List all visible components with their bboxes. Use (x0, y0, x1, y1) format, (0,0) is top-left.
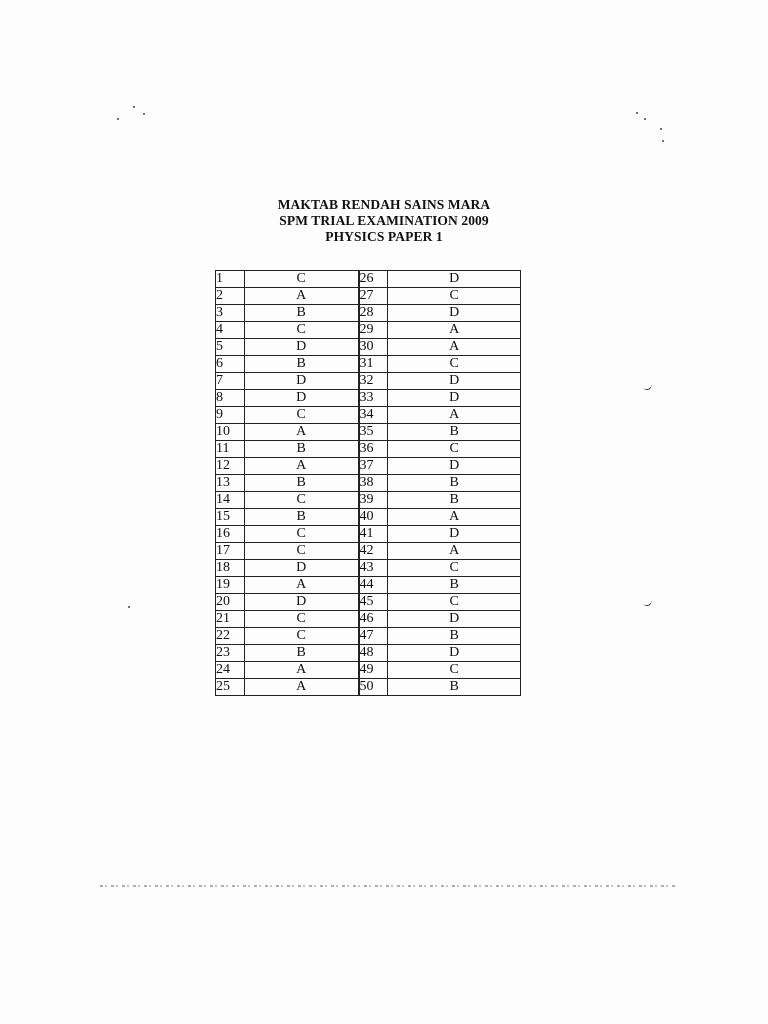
answer-row (216, 305, 521, 322)
scan-speck (660, 128, 662, 130)
answer-row (216, 475, 521, 492)
question-number: 29 (359, 322, 388, 339)
answer-letter: C (244, 526, 358, 543)
question-number: 23 (216, 645, 245, 662)
question-number: 16 (216, 526, 245, 543)
answer-letter: B (244, 441, 358, 458)
question-number: 4 (216, 322, 245, 339)
scan-speck (117, 118, 119, 120)
question-number: 26 (359, 271, 388, 288)
answer-letter: A (388, 509, 521, 526)
answer-letter: D (244, 560, 358, 577)
answer-row (216, 424, 521, 441)
answer-letter: C (244, 407, 358, 424)
answer-letter: C (388, 441, 521, 458)
answer-letter: A (388, 407, 521, 424)
answer-row (216, 407, 521, 424)
scan-speck (128, 606, 130, 608)
document-heading (0, 197, 768, 245)
question-number: 33 (359, 390, 388, 407)
question-number: 11 (216, 441, 245, 458)
answer-row (216, 390, 521, 407)
answer-letter: B (388, 492, 521, 509)
question-number: 17 (216, 543, 245, 560)
answer-letter: A (244, 662, 358, 679)
question-number: 42 (359, 543, 388, 560)
scan-speck (133, 106, 135, 108)
answer-row (216, 458, 521, 475)
answer-letter: D (388, 458, 521, 475)
question-number: 21 (216, 611, 245, 628)
answer-letter: C (244, 271, 358, 288)
question-number: 48 (359, 645, 388, 662)
answer-letter: B (388, 475, 521, 492)
question-number: 18 (216, 560, 245, 577)
answer-row (216, 373, 521, 390)
answer-row (216, 339, 521, 356)
question-number: 1 (216, 271, 245, 288)
answer-letter: D (388, 390, 521, 407)
answer-letter: C (244, 543, 358, 560)
question-number: 35 (359, 424, 388, 441)
question-number: 37 (359, 458, 388, 475)
question-number: 3 (216, 305, 245, 322)
question-number: 32 (359, 373, 388, 390)
question-number: 44 (359, 577, 388, 594)
answer-letter: C (244, 611, 358, 628)
answer-letter: B (244, 356, 358, 373)
question-number: 38 (359, 475, 388, 492)
answer-letter: C (244, 322, 358, 339)
answer-letter: A (388, 543, 521, 560)
scan-speck (644, 118, 646, 120)
question-number: 10 (216, 424, 245, 441)
question-number: 2 (216, 288, 245, 305)
paper-title: PHYSICS PAPER 1 (325, 229, 443, 244)
answer-letter: A (244, 424, 358, 441)
answer-letter: B (244, 509, 358, 526)
question-number: 20 (216, 594, 245, 611)
answer-letter: C (244, 628, 358, 645)
answer-letter: C (388, 560, 521, 577)
question-number: 6 (216, 356, 245, 373)
answer-letter: D (388, 645, 521, 662)
question-number: 30 (359, 339, 388, 356)
question-number: 28 (359, 305, 388, 322)
answer-row (216, 662, 521, 679)
answer-letter: C (388, 356, 521, 373)
answer-letter: A (244, 577, 358, 594)
answer-letter: B (388, 577, 521, 594)
answer-letter: A (244, 458, 358, 475)
answer-letter: C (388, 662, 521, 679)
exam-title: SPM TRIAL EXAMINATION 2009 (279, 213, 489, 228)
question-number: 15 (216, 509, 245, 526)
question-number: 41 (359, 526, 388, 543)
answer-row (216, 509, 521, 526)
question-number: 45 (359, 594, 388, 611)
answer-row (216, 628, 521, 645)
scan-mark (642, 599, 653, 608)
answer-row (216, 594, 521, 611)
answer-row (216, 611, 521, 628)
question-number: 5 (216, 339, 245, 356)
question-number: 36 (359, 441, 388, 458)
question-number: 14 (216, 492, 245, 509)
answer-key-body (216, 271, 521, 696)
answer-key-table (215, 270, 521, 696)
scan-edge-line (100, 885, 675, 887)
question-number: 31 (359, 356, 388, 373)
answer-letter: B (388, 679, 521, 696)
question-number: 24 (216, 662, 245, 679)
question-number: 13 (216, 475, 245, 492)
question-number: 40 (359, 509, 388, 526)
answer-letter: C (388, 288, 521, 305)
answer-letter: A (388, 322, 521, 339)
question-number: 43 (359, 560, 388, 577)
question-number: 39 (359, 492, 388, 509)
question-number: 27 (359, 288, 388, 305)
scan-speck (636, 112, 638, 114)
school-name: MAKTAB RENDAH SAINS MARA (277, 197, 491, 212)
scan-speck (143, 113, 145, 115)
answer-row (216, 679, 521, 696)
answer-letter: B (388, 628, 521, 645)
question-number: 47 (359, 628, 388, 645)
answer-letter: B (244, 305, 358, 322)
answer-letter: C (244, 492, 358, 509)
question-number: 9 (216, 407, 245, 424)
answer-row (216, 492, 521, 509)
answer-row (216, 356, 521, 373)
answer-letter: D (388, 526, 521, 543)
answer-row (216, 271, 521, 288)
scan-speck (662, 140, 664, 142)
answer-row (216, 288, 521, 305)
answer-letter: D (244, 390, 358, 407)
answer-letter: A (388, 339, 521, 356)
answer-row (216, 441, 521, 458)
answer-row (216, 322, 521, 339)
question-number: 7 (216, 373, 245, 390)
answer-row (216, 560, 521, 577)
question-number: 34 (359, 407, 388, 424)
question-number: 49 (359, 662, 388, 679)
answer-letter: A (244, 679, 358, 696)
answer-letter: D (244, 373, 358, 390)
answer-letter: D (388, 305, 521, 322)
answer-letter: C (388, 594, 521, 611)
answer-row (216, 577, 521, 594)
answer-letter: B (388, 424, 521, 441)
question-number: 12 (216, 458, 245, 475)
question-number: 22 (216, 628, 245, 645)
question-number: 46 (359, 611, 388, 628)
answer-letter: B (244, 645, 358, 662)
answer-letter: D (244, 339, 358, 356)
answer-row (216, 645, 521, 662)
answer-letter: D (388, 373, 521, 390)
question-number: 19 (216, 577, 245, 594)
answer-row (216, 526, 521, 543)
question-number: 50 (359, 679, 388, 696)
scan-mark (642, 383, 653, 392)
answer-letter: B (244, 475, 358, 492)
answer-letter: D (388, 271, 521, 288)
answer-letter: A (244, 288, 358, 305)
answer-row (216, 543, 521, 560)
answer-letter: D (244, 594, 358, 611)
question-number: 8 (216, 390, 245, 407)
answer-letter: D (388, 611, 521, 628)
question-number: 25 (216, 679, 245, 696)
